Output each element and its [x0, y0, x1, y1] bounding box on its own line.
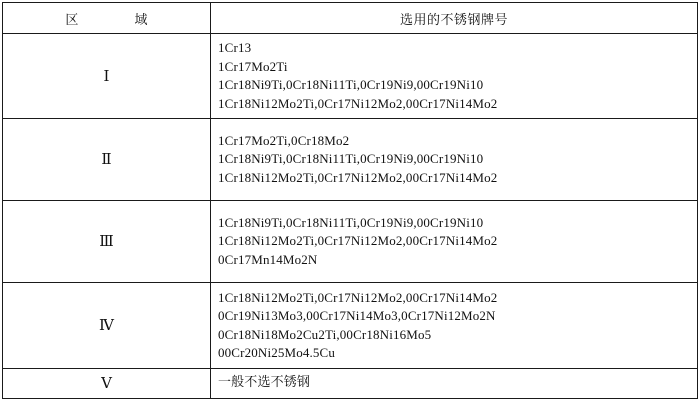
- grades-column-header: 选用的不锈钢牌号: [211, 3, 698, 34]
- table-row-region-5: [3, 369, 698, 399]
- region-cell: Ⅲ: [3, 201, 211, 283]
- region-column-header: 区 域: [3, 3, 211, 34]
- table-row-region-2: [3, 119, 698, 201]
- region-cell: Ⅴ: [3, 369, 211, 399]
- region-cell: Ⅱ: [3, 119, 211, 201]
- grade-line: 1Cr18Ni12Mo2Ti,0Cr17Ni12Mo2,00Cr17Ni14Mo2: [218, 95, 498, 111]
- grade-line: 0Cr17Mn14Mo2N: [218, 251, 318, 267]
- grade-line: 0Cr19Ni13Mo3,00Cr17Ni14Mo3,0Cr17Ni12Mo2N: [218, 308, 496, 323]
- table-row-region-1: [3, 34, 698, 119]
- region-cell: Ⅰ: [3, 34, 211, 119]
- grade-line: 一般不选不锈钢: [218, 375, 311, 391]
- grade-line: 1Cr18Ni12Mo2Ti,0Cr17Ni12Mo2,00Cr17Ni14Mo2: [218, 169, 498, 185]
- grade-line: 1Cr18Ni12Mo2Ti,0Cr17Ni12Mo2,00Cr17Ni14Mo2: [218, 233, 498, 249]
- grade-line: 1Cr18Ni9Ti,0Cr18Ni11Ti,0Cr19Ni9,00Cr19Ni10: [218, 151, 484, 167]
- grade-line: 1Cr18Ni9Ti,0Cr18Ni11Ti,0Cr19Ni9,00Cr19Ni10: [218, 214, 484, 230]
- grades-cell: [211, 119, 698, 201]
- stainless-steel-selection-table: [2, 2, 698, 399]
- grade-line: 1Cr17Mo2Ti,0Cr18Mo2: [218, 132, 350, 148]
- grades-cell: [211, 34, 698, 119]
- grade-line: 00Cr20Ni25Mo4.5Cu: [218, 345, 336, 360]
- grade-line: 1Cr18Ni9Ti,0Cr18Ni11Ti,0Cr19Ni9,00Cr19Ni10: [218, 77, 484, 92]
- grades-cell: [211, 201, 698, 283]
- region-cell: Ⅳ: [3, 283, 211, 369]
- grades-cell: [211, 369, 698, 399]
- table-header-row: [3, 3, 698, 34]
- grade-line: 1Cr13: [218, 40, 252, 55]
- table-row-region-3: [3, 201, 698, 283]
- table-row-region-4: [3, 283, 698, 369]
- grade-line: 1Cr18Ni12Mo2Ti,0Cr17Ni12Mo2,00Cr17Ni14Mo2: [218, 289, 498, 305]
- grade-line: 1Cr17Mo2Ti: [218, 58, 288, 74]
- grades-cell: [211, 283, 698, 369]
- grade-line: 0Cr18Ni18Mo2Cu2Ti,00Cr18Ni16Mo5: [218, 326, 432, 342]
